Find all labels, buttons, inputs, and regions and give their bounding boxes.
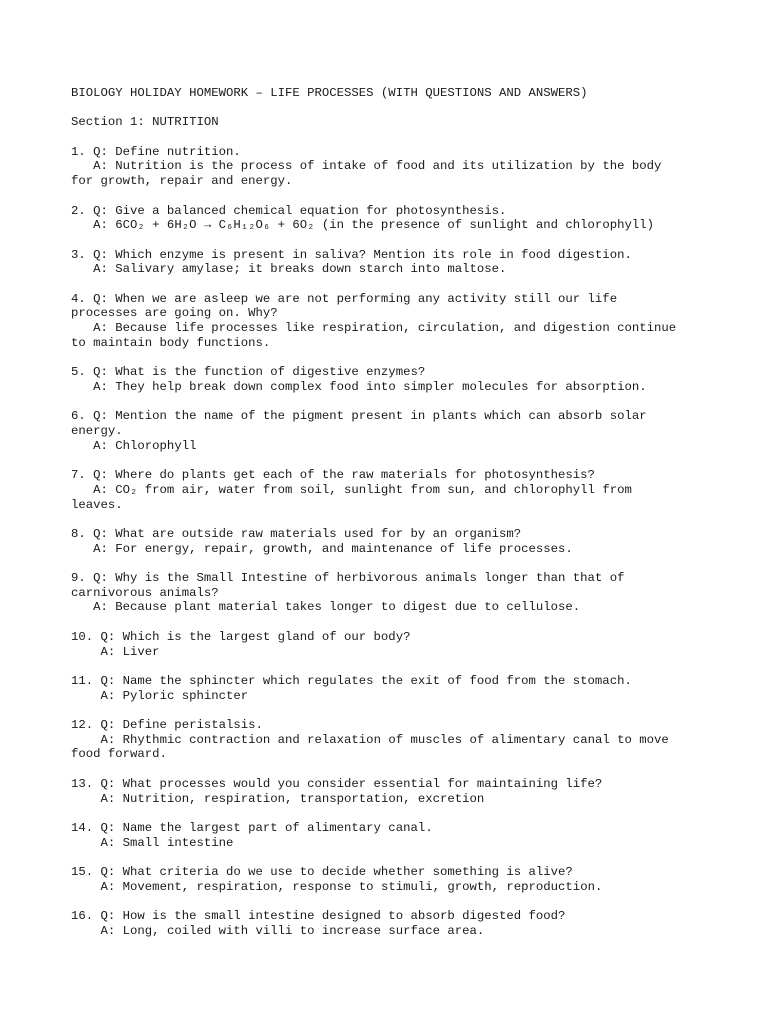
qa-item-7 [71,468,711,512]
qa-item-8 [71,527,711,556]
question-text: 3. Q: Which enzyme is present in saliva? Mention its role in food digestion. [71,247,632,262]
qa-item-14 [71,821,711,850]
answer-text: A: Small intestine [71,835,234,850]
answer-text: A: 6CO₂ + 6H₂O → C₆H₁₂O₆ + 6O₂ (in the presence of sunlight and chlorophyll) [71,218,654,233]
qa-item-3 [71,248,711,277]
qa-item-10 [71,630,711,659]
document-page [71,86,711,939]
question-text: 9. Q: Why is the Small Intestine of herbivorous animals longer than that of carnivorous animals? [71,571,625,600]
qa-item-5 [71,365,711,394]
question-text: 5. Q: What is the function of digestive enzymes? [71,365,426,380]
question-text: 11. Q: Name the sphincter which regulates the exit of food from the stomach. [71,673,632,688]
qa-item-2 [71,204,711,233]
answer-text: A: For energy, repair, growth, and maintenance of life processes. [71,541,573,556]
qa-item-16 [71,909,711,938]
answer-text: A: Liver [71,644,160,659]
answer-text: A: Nutrition, respiration, transportation, excretion [71,791,485,806]
question-text: 16. Q: How is the small intestine designed to absorb digested food? [71,909,566,924]
question-text: 13. Q: What processes would you consider essential for maintaining life? [71,776,603,791]
answer-text: A: Nutrition is the process of intake of food and its utilization by the body for growth, repair and energy. [71,159,662,189]
question-text: 6. Q: Mention the name of the pigment present in plants which can absorb solar energy. [71,409,647,439]
question-text: 15. Q: What criteria do we use to decide whether something is alive? [71,865,573,880]
question-text: 7. Q: Where do plants get each of the raw materials for photosynthesis? [71,468,595,483]
qa-item-1 [71,145,711,189]
qa-item-13 [71,777,711,806]
answer-text: A: Because plant material takes longer to digest due to cellulose. [71,600,581,615]
question-text: 4. Q: When we are asleep we are not performing any activity still our life processes are going on. Why? [71,291,618,321]
answer-text: A: Chlorophyll [71,438,197,453]
answer-text: A: Rhythmic contraction and relaxation of muscles of alimentary canal to move food forward. [71,732,669,762]
question-text: 8. Q: What are outside raw materials used for by an organism? [71,526,522,541]
answer-text: A: Long, coiled with villi to increase surface area. [71,923,485,938]
qa-item-6 [71,409,711,453]
answer-text: A: Movement, respiration, response to stimuli, growth, reproduction. [71,879,603,894]
qa-item-11 [71,674,711,703]
document-title: BIOLOGY HOLIDAY HOMEWORK – LIFE PROCESSES (WITH QUESTIONS AND ANSWERS) [71,86,588,100]
question-text: 10. Q: Which is the largest gland of our body? [71,629,411,644]
question-text: 1. Q: Define nutrition. [71,144,241,159]
answer-text: A: Salivary amylase; it breaks down starch into maltose. [71,262,507,277]
qa-list [71,145,711,939]
qa-item-12 [71,718,711,762]
qa-item-15 [71,865,711,894]
question-text: 2. Q: Give a balanced chemical equation for photosynthesis. [71,203,507,218]
answer-text: A: CO₂ from air, water from soil, sunlight from sun, and chlorophyll from leaves. [71,482,632,512]
qa-item-4 [71,292,711,351]
qa-item-9 [71,571,711,615]
question-text: 12. Q: Define peristalsis. [71,718,263,733]
question-text: 14. Q: Name the largest part of alimentary canal. [71,820,433,835]
answer-text: A: Because life processes like respiration, circulation, and digestion continue to maintain body functions. [71,321,677,350]
answer-text: A: They help break down complex food into simpler molecules for absorption. [71,379,647,394]
answer-text: A: Pyloric sphincter [71,688,249,703]
section-heading: Section 1: NUTRITION [71,115,219,130]
